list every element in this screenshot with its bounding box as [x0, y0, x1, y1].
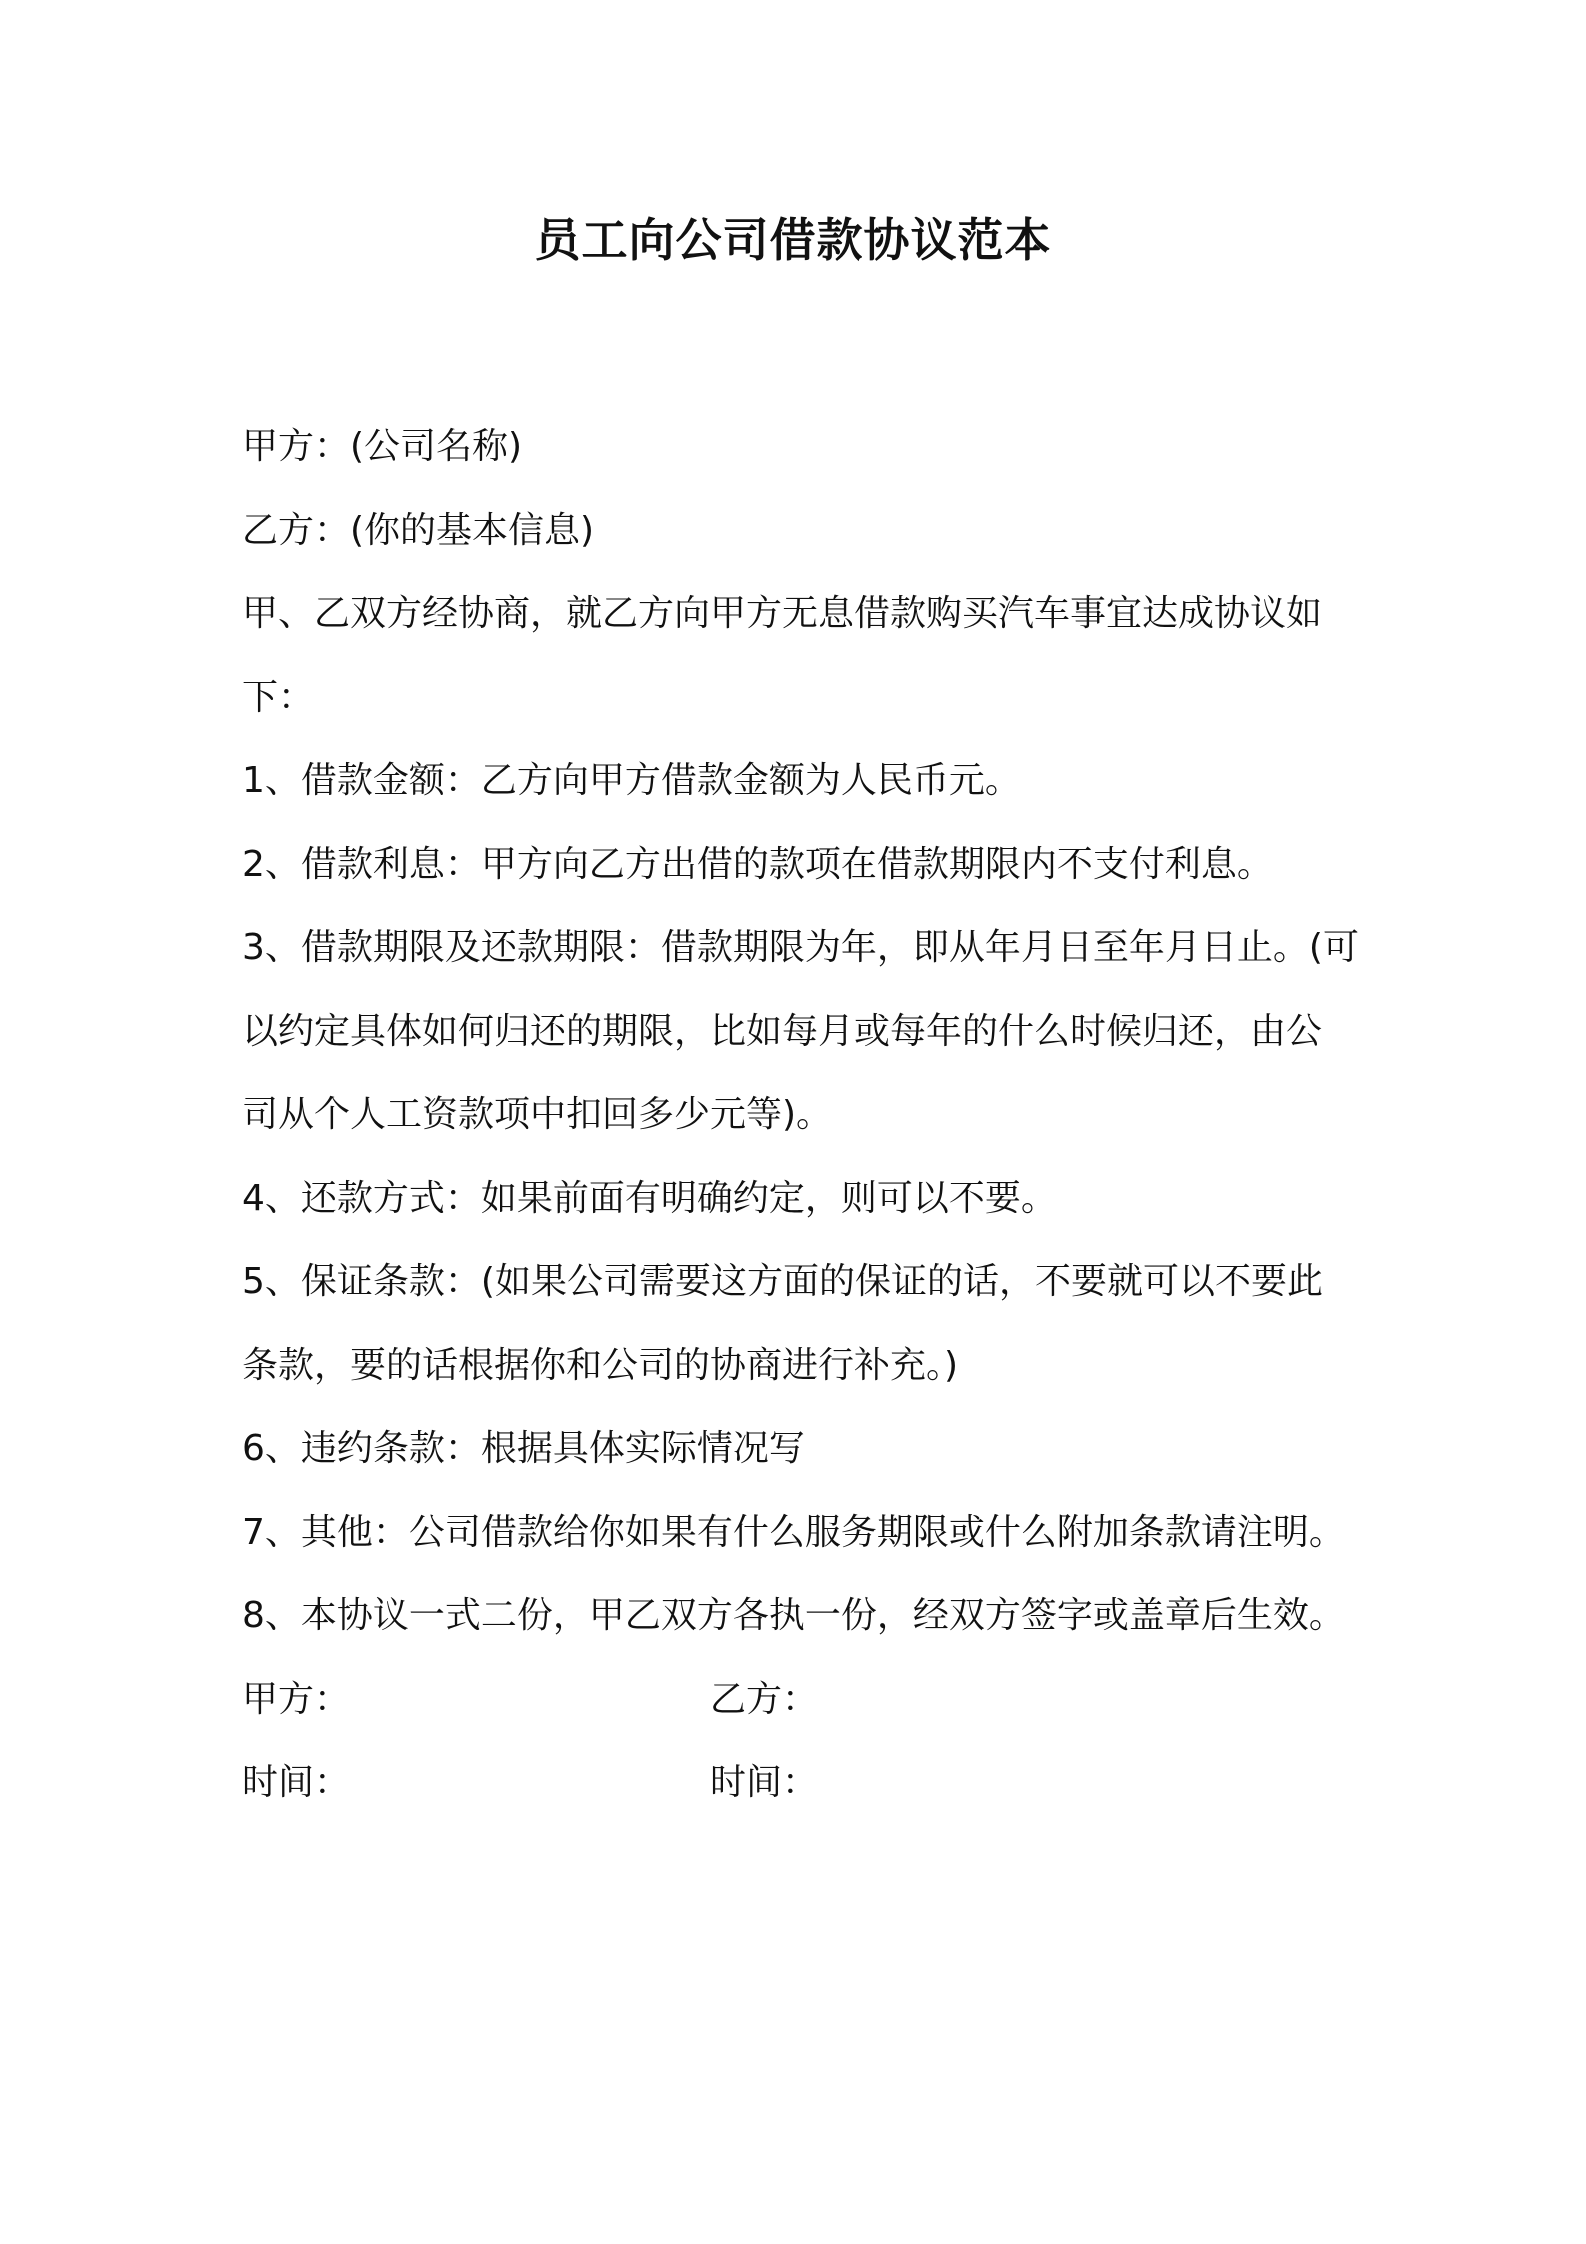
party-a-date-label: 时间：	[242, 1762, 351, 1803]
party-b-signature-label: 乙方：	[710, 1678, 819, 1720]
date-row	[242, 1741, 1412, 1825]
clause-3-line-1: 3、借款期限及还款期限：借款期限为年，即从年月日至年月日止。(可	[242, 927, 1359, 968]
party-a-signature-label: 甲方：	[242, 1678, 351, 1720]
party-a-line: 甲方：(公司名称)	[242, 426, 523, 467]
clause-8-line: 8、本协议一式二份，甲乙双方各执一份，经双方签字或盖章后生效。	[242, 1595, 1345, 1636]
signature-row	[242, 1658, 1412, 1742]
clause-7-line: 7、其他：公司借款给你如果有什么服务期限或什么附加条款请注明。	[242, 1511, 1345, 1553]
intro-line-2: 下：	[242, 676, 315, 718]
party-b-date-label: 时间：	[710, 1762, 819, 1803]
clause-2-line: 2、借款利息：甲方向乙方出借的款项在借款期限内不支付利息。	[242, 843, 1273, 885]
party-b-line: 乙方：(你的基本信息)	[242, 509, 595, 551]
clause-6-line: 6、违约条款：根据具体实际情况写	[242, 1428, 805, 1469]
clause-3-line-3: 司从个人工资款项中扣回多少元等)。	[242, 1094, 833, 1135]
clause-1-line: 1、借款金额：乙方向甲方借款金额为人民币元。	[242, 760, 1021, 801]
clause-4-line: 4、还款方式：如果前面有明确约定，则可以不要。	[242, 1177, 1057, 1219]
document-title: 员工向公司借款协议范本	[534, 213, 1052, 267]
intro-line-1: 甲、乙双方经协商，就乙方向甲方无息借款购买汽车事宜达成协议如	[242, 593, 1323, 634]
clause-5-line-2: 条款，要的话根据你和公司的协商进行补充。)	[242, 1344, 959, 1386]
clause-5-line-1: 5、保证条款：(如果公司需要这方面的保证的话，不要就可以不要此	[242, 1261, 1323, 1302]
document-body	[242, 405, 1412, 1825]
clause-3-line-2: 以约定具体如何归还的期限，比如每月或每年的什么时候归还，由公	[242, 1010, 1323, 1052]
